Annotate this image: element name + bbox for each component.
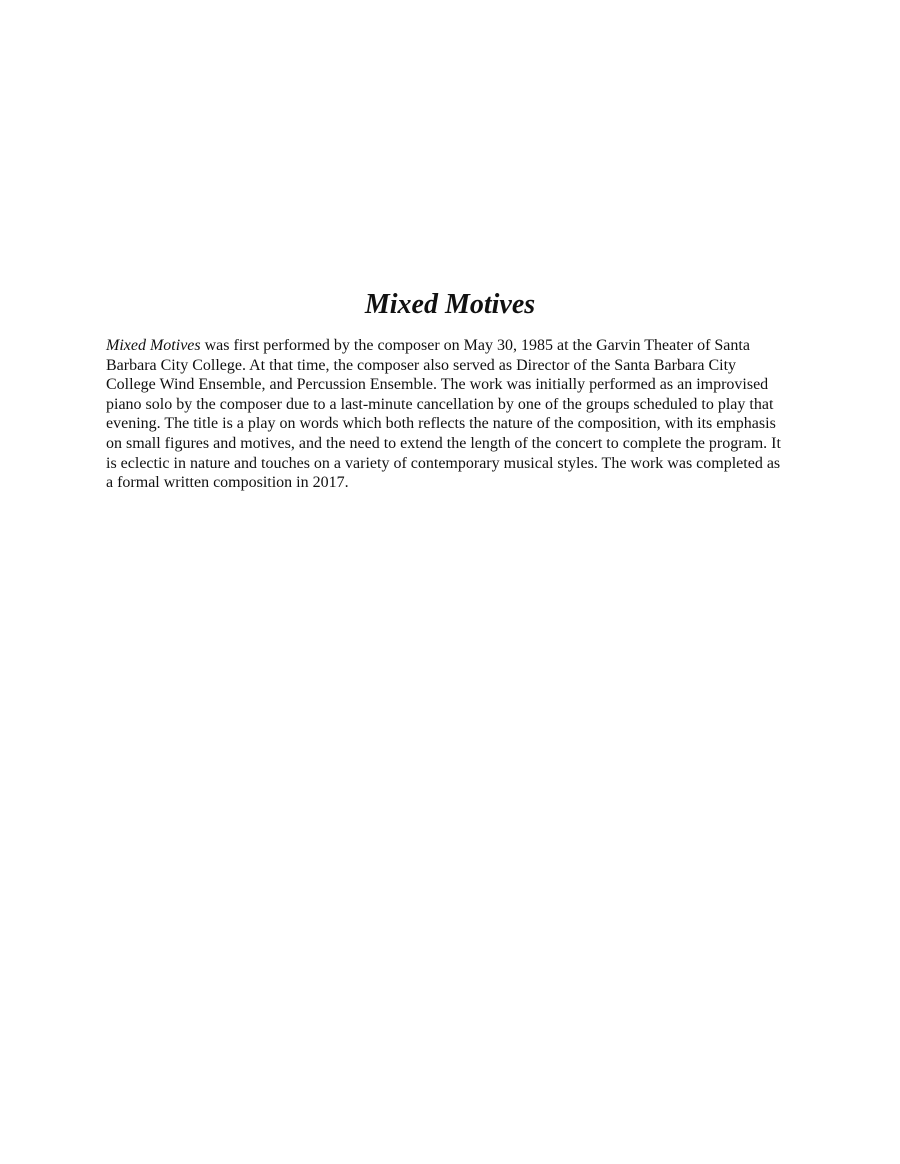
program-note-paragraph [106,336,794,493]
paragraph-line-6: on small figures and motives, and the need to extend the length of the concert to complete the program. It [106,434,781,452]
paragraph-line-4: piano solo by the composer due to a last-minute cancellation by one of the groups scheduled to play that [106,395,774,413]
paragraph-line-5: evening. The title is a play on words which both reflects the nature of the composition, with its emphasis [106,415,776,433]
paragraph-line-7: is eclectic in nature and touches on a variety of contemporary musical styles. The work was completed as [106,454,781,472]
paragraph-line-1 [106,336,794,356]
paragraph-line-1-text: was first performed by the composer on May 30, 1985 at the Garvin Theater of Santa [200,337,750,354]
page-title: Mixed Motives [364,289,536,320]
paragraph-line-8: a formal written composition in 2017. [106,474,349,492]
work-title-italic: Mixed Motives [106,337,201,354]
paragraph-line-2: Barbara City College. At that time, the composer also served as Director of the Santa Barbara City [106,356,737,374]
paragraph-line-3: College Wind Ensemble, and Percussion Ensemble. The work was initially performed as an improvised [106,376,769,394]
